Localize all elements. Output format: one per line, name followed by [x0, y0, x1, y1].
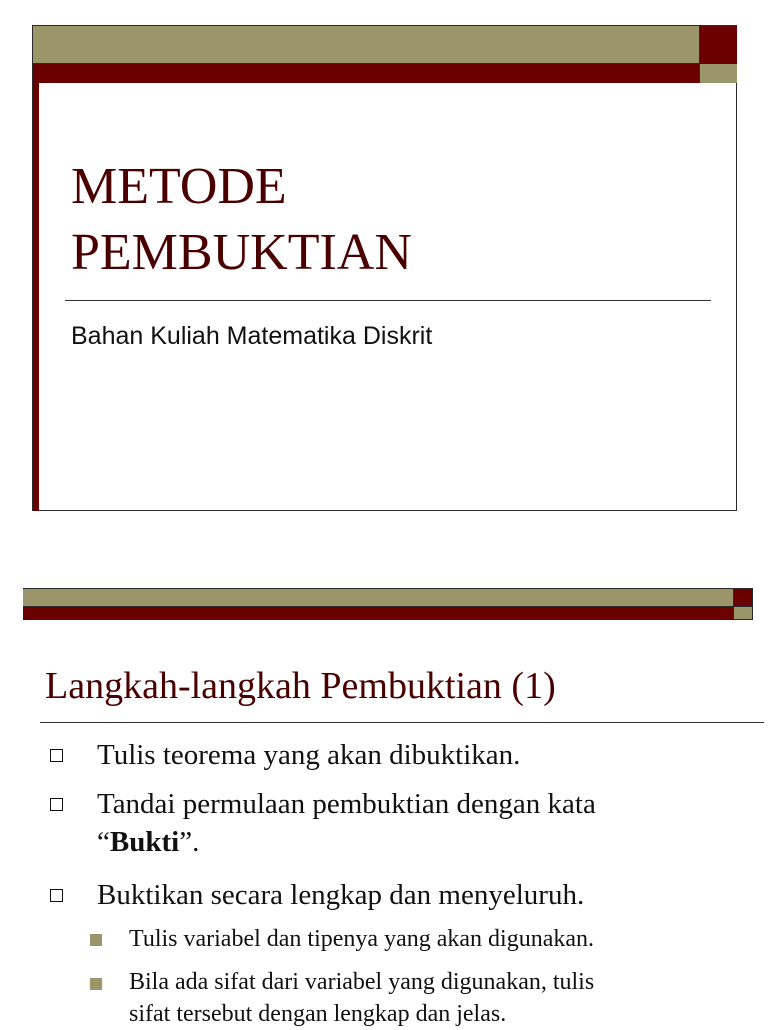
bullet-1-text: Tulis teorema yang akan dibuktikan. [97, 739, 521, 771]
header-corner-square-dark [699, 26, 737, 64]
bullet-2-line2 [97, 823, 737, 861]
slide2-title-divider [40, 722, 764, 723]
slide-subtitle: Bahan Kuliah Matematika Diskrit [71, 322, 433, 350]
hollow-square-bullet-icon [50, 798, 63, 811]
header-maroon-bar [33, 64, 699, 83]
slide-title [71, 154, 671, 286]
hollow-square-bullet-icon [50, 749, 63, 762]
header-olive-bar [33, 26, 699, 64]
olive-square-sub-bullet-icon [90, 978, 102, 990]
close-quote: ”. [179, 826, 200, 858]
sub-bullet-2-text [129, 966, 749, 1030]
bukti-keyword: Bukti [109, 826, 180, 858]
slide2-title: Langkah-langkah Pembuktian (1) [45, 665, 556, 707]
sub-bullet-2-line2: sifat tersebut dengan lengkap dan jelas. [129, 1001, 507, 1027]
slide-title-line2: PEMBUKTIAN [71, 224, 412, 281]
title-slide [32, 25, 737, 511]
slide2-corner-square-dark [733, 588, 753, 607]
hollow-square-bullet-icon [50, 889, 63, 902]
slide2-header-maroon-bar [23, 607, 733, 620]
slide2-header-olive-bar [23, 588, 733, 607]
header-corner-square-olive [699, 64, 737, 83]
bullet-2-text [97, 785, 737, 861]
olive-square-sub-bullet-icon [90, 934, 102, 946]
bullet-2-line1: Tandai permulaan pembuktian dengan kata [97, 788, 596, 820]
title-divider [65, 300, 711, 301]
left-accent-bar [33, 83, 39, 511]
slide-title-line1: METODE [71, 158, 287, 215]
bullet-3-text: Buktikan secara lengkap dan menyeluruh. [97, 879, 585, 911]
slide2-corner-square-olive [733, 607, 753, 620]
sub-bullet-2-line1: Bila ada sifat dari variabel yang digunakan, tulis [129, 969, 595, 995]
open-quote: “ [97, 826, 110, 858]
sub-bullet-1-text: Tulis variabel dan tipenya yang akan digunakan. [129, 926, 594, 952]
